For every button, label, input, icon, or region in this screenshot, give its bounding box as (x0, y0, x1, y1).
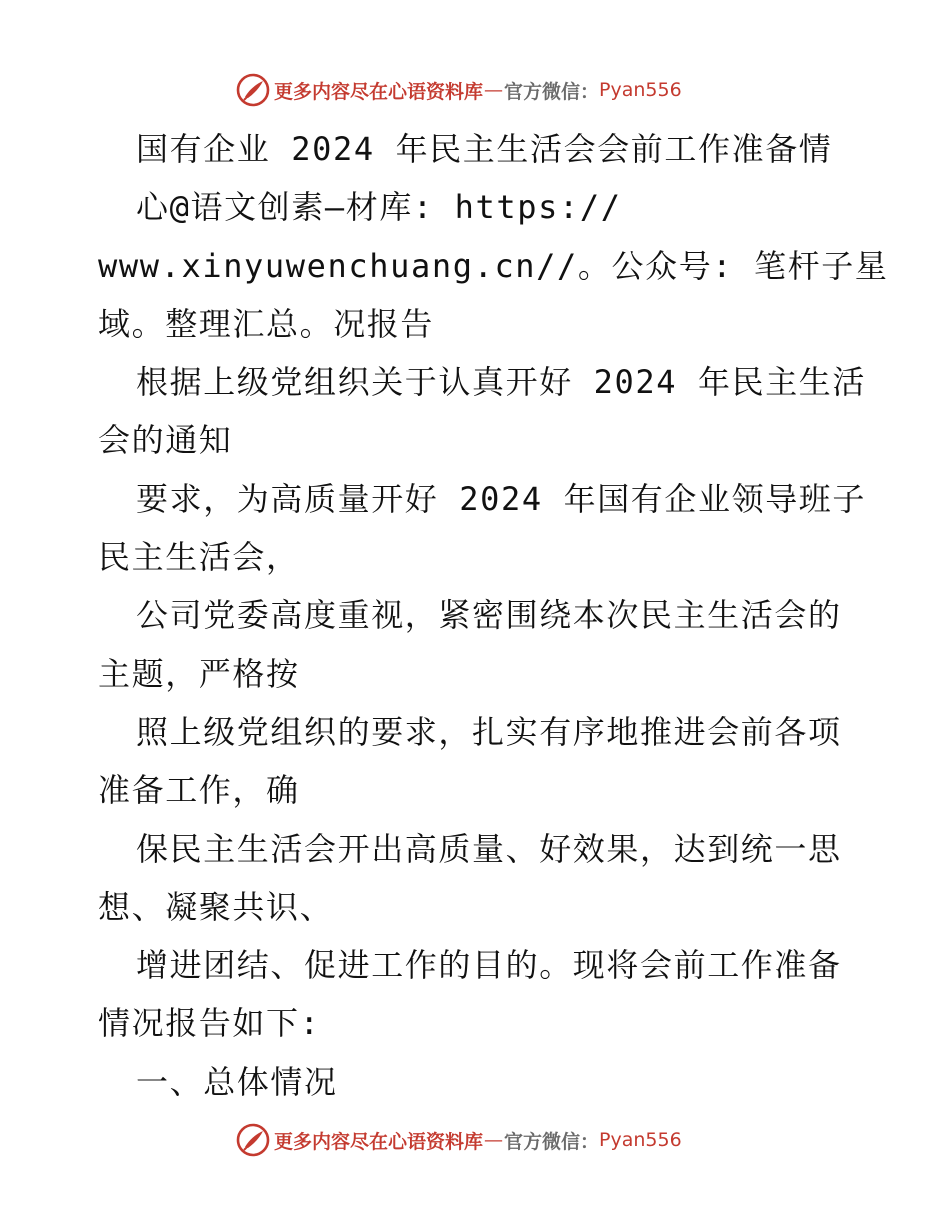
document-line: 增进团结、促进工作的目的。现将会前工作准备 (136, 946, 842, 985)
watermark-banner-bottom (236, 1122, 682, 1158)
watermark-banner-top (236, 72, 682, 108)
watermark-separator: — (484, 1129, 504, 1151)
watermark-wechat-id: Pyan556 (599, 79, 682, 101)
document-line: 照上级党组织的要求，扎实有序地推进会前各项 (136, 712, 842, 751)
document-line: 想、凝聚共识、 (98, 887, 334, 926)
document-line: 一、总体情况 (136, 1062, 338, 1101)
document-line: www.xinyuwenchuang.cn//。公众号: 笔杆子星 (98, 246, 889, 285)
watermark-separator: — (484, 79, 504, 101)
document-line: 公司党委高度重视，紧密围绕本次民主生活会的 (136, 596, 842, 635)
document-line: 根据上级党组织关于认真开好 2024 年民主生活 (136, 363, 866, 402)
document-line: 心@语文创素—材库: https:// (136, 188, 622, 227)
document-line: 要求，为高质量开好 2024 年国有企业领导班子 (136, 479, 866, 518)
document-line: 情况报告如下: (98, 1004, 321, 1043)
watermark-text: 更多内容尽在心语资料库 (274, 1130, 484, 1153)
document-line: 保民主生活会开出高质量、好效果，达到统一思 (136, 829, 842, 868)
watermark-wechat-id: Pyan556 (599, 1129, 682, 1151)
quill-logo-icon (236, 73, 270, 107)
document-line: 会的通知 (98, 421, 233, 460)
document-line: 民主生活会， (98, 538, 300, 577)
watermark-text: 更多内容尽在心语资料库 (274, 80, 484, 103)
document-line: 主题，严格按 (98, 654, 300, 693)
document-line: 国有企业 2024 年民主生活会会前工作准备情 (136, 130, 833, 168)
watermark-wechat-label: 官方微信： (504, 1130, 600, 1153)
quill-logo-icon (236, 1123, 270, 1157)
document-line: 准备工作，确 (98, 771, 300, 810)
document-body (98, 120, 889, 1111)
document-line: 域。整理汇总。况报告 (98, 304, 435, 343)
watermark-wechat-label: 官方微信： (504, 80, 600, 103)
